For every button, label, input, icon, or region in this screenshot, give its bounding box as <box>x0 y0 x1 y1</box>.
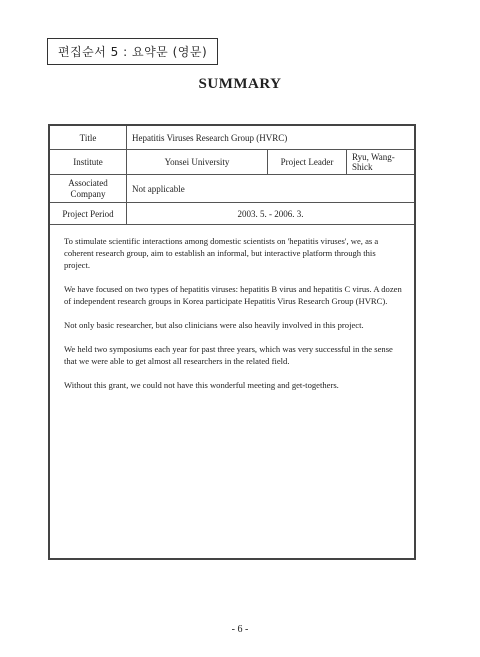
summary-paragraph: We have focused on two types of hepatitis viruses: hepatitis B virus and hepatitis C virus. A dozen of independent research groups in Korea participate Hepatitis Virus Research Group (HVRC). <box>64 284 402 306</box>
project-info-table <box>50 126 414 225</box>
project-period-label: Project Period <box>50 203 127 225</box>
title-label: Title <box>50 126 127 150</box>
table-row <box>50 175 414 203</box>
summary-box <box>48 124 416 560</box>
project-leader-value: Ryu, Wang-Shick <box>347 150 415 175</box>
table-row <box>50 126 414 150</box>
title-value: Hepatitis Viruses Research Group (HVRC) <box>127 126 415 150</box>
project-period-value: 2003. 5. - 2006. 3. <box>127 203 415 225</box>
summary-paragraph: To stimulate scientific interactions among domestic scientists on 'hepatitis viruses', we, as a coherent research group, aim to establish an informal, but interactive platform through this project. <box>64 236 379 270</box>
summary-paragraph: We held two symposiums each year for past three years, which was very successful in the sense that we were able to get almost all researchers in the related field. <box>64 344 393 366</box>
summary-paragraph: Not only basic researcher, but also clinicians were also heavily involved in this project. <box>64 320 364 330</box>
table-row <box>50 150 414 175</box>
associated-company-value: Not applicable <box>127 175 415 203</box>
associated-company-label: Associated Company <box>50 175 127 203</box>
summary-paragraph: Without this grant, we could not have this wonderful meeting and get-togethers. <box>64 380 339 390</box>
page-number: - 6 - <box>231 624 249 635</box>
institute-label: Institute <box>50 150 127 175</box>
page-title: SUMMARY <box>198 76 282 92</box>
table-row <box>50 203 414 225</box>
project-leader-label: Project Leader <box>268 150 347 175</box>
edit-order-tag: 편집순서 5 : 요약문 (영문) <box>47 38 218 65</box>
institute-value: Yonsei University <box>127 150 268 175</box>
summary-body <box>50 225 414 391</box>
